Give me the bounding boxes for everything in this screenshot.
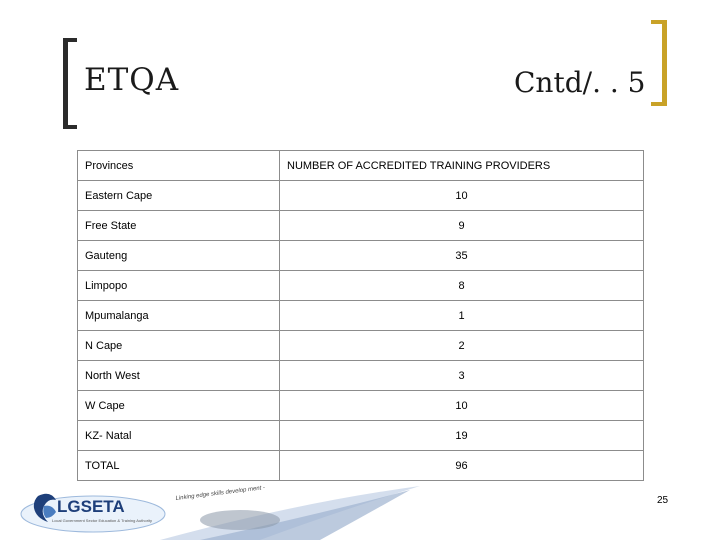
logo-subtext: Local Government Sector Education & Training Authority — [52, 518, 153, 523]
header-accredited-count: NUMBER OF ACCREDITED TRAINING PROVIDERS — [280, 151, 644, 181]
table-row — [78, 331, 644, 361]
province-cell: Mpumalanga — [78, 301, 280, 331]
province-cell: Free State — [78, 211, 280, 241]
province-cell: KZ- Natal — [78, 421, 280, 451]
province-cell: Gauteng — [78, 241, 280, 271]
count-cell: 2 — [280, 331, 644, 361]
count-cell: 35 — [280, 241, 644, 271]
total-count-cell: 96 — [280, 451, 644, 481]
table-row — [78, 181, 644, 211]
count-cell: 1 — [280, 301, 644, 331]
count-cell: 9 — [280, 211, 644, 241]
count-cell: 10 — [280, 391, 644, 421]
count-cell: 10 — [280, 181, 644, 211]
province-cell: Eastern Cape — [78, 181, 280, 211]
page-number: 25 — [657, 495, 669, 506]
table-row — [78, 391, 644, 421]
province-cell: North West — [78, 361, 280, 391]
total-label-cell: TOTAL — [78, 451, 280, 481]
count-cell: 8 — [280, 271, 644, 301]
footer-tagline: Linking edge skills develop ment - — [175, 485, 266, 502]
table-row — [78, 211, 644, 241]
right-bracket-decoration — [651, 20, 667, 106]
table-row — [78, 241, 644, 271]
table-total-row — [78, 451, 644, 481]
count-cell: 19 — [280, 421, 644, 451]
accredited-providers-table — [77, 150, 644, 481]
table-row — [78, 271, 644, 301]
header-provinces: Provinces — [78, 151, 280, 181]
page-title: ETQA — [84, 62, 180, 98]
province-cell: Limpopo — [78, 271, 280, 301]
count-cell: 3 — [280, 361, 644, 391]
table-header-row — [78, 151, 644, 181]
table-row — [78, 301, 644, 331]
province-cell: N Cape — [78, 331, 280, 361]
table-row — [78, 361, 644, 391]
left-bracket-decoration — [63, 38, 77, 129]
table-row — [78, 421, 644, 451]
province-cell: W Cape — [78, 391, 280, 421]
continuation-label: Cntd/. . 5 — [514, 66, 646, 99]
logo-wordmark: LGSETA — [57, 497, 125, 516]
